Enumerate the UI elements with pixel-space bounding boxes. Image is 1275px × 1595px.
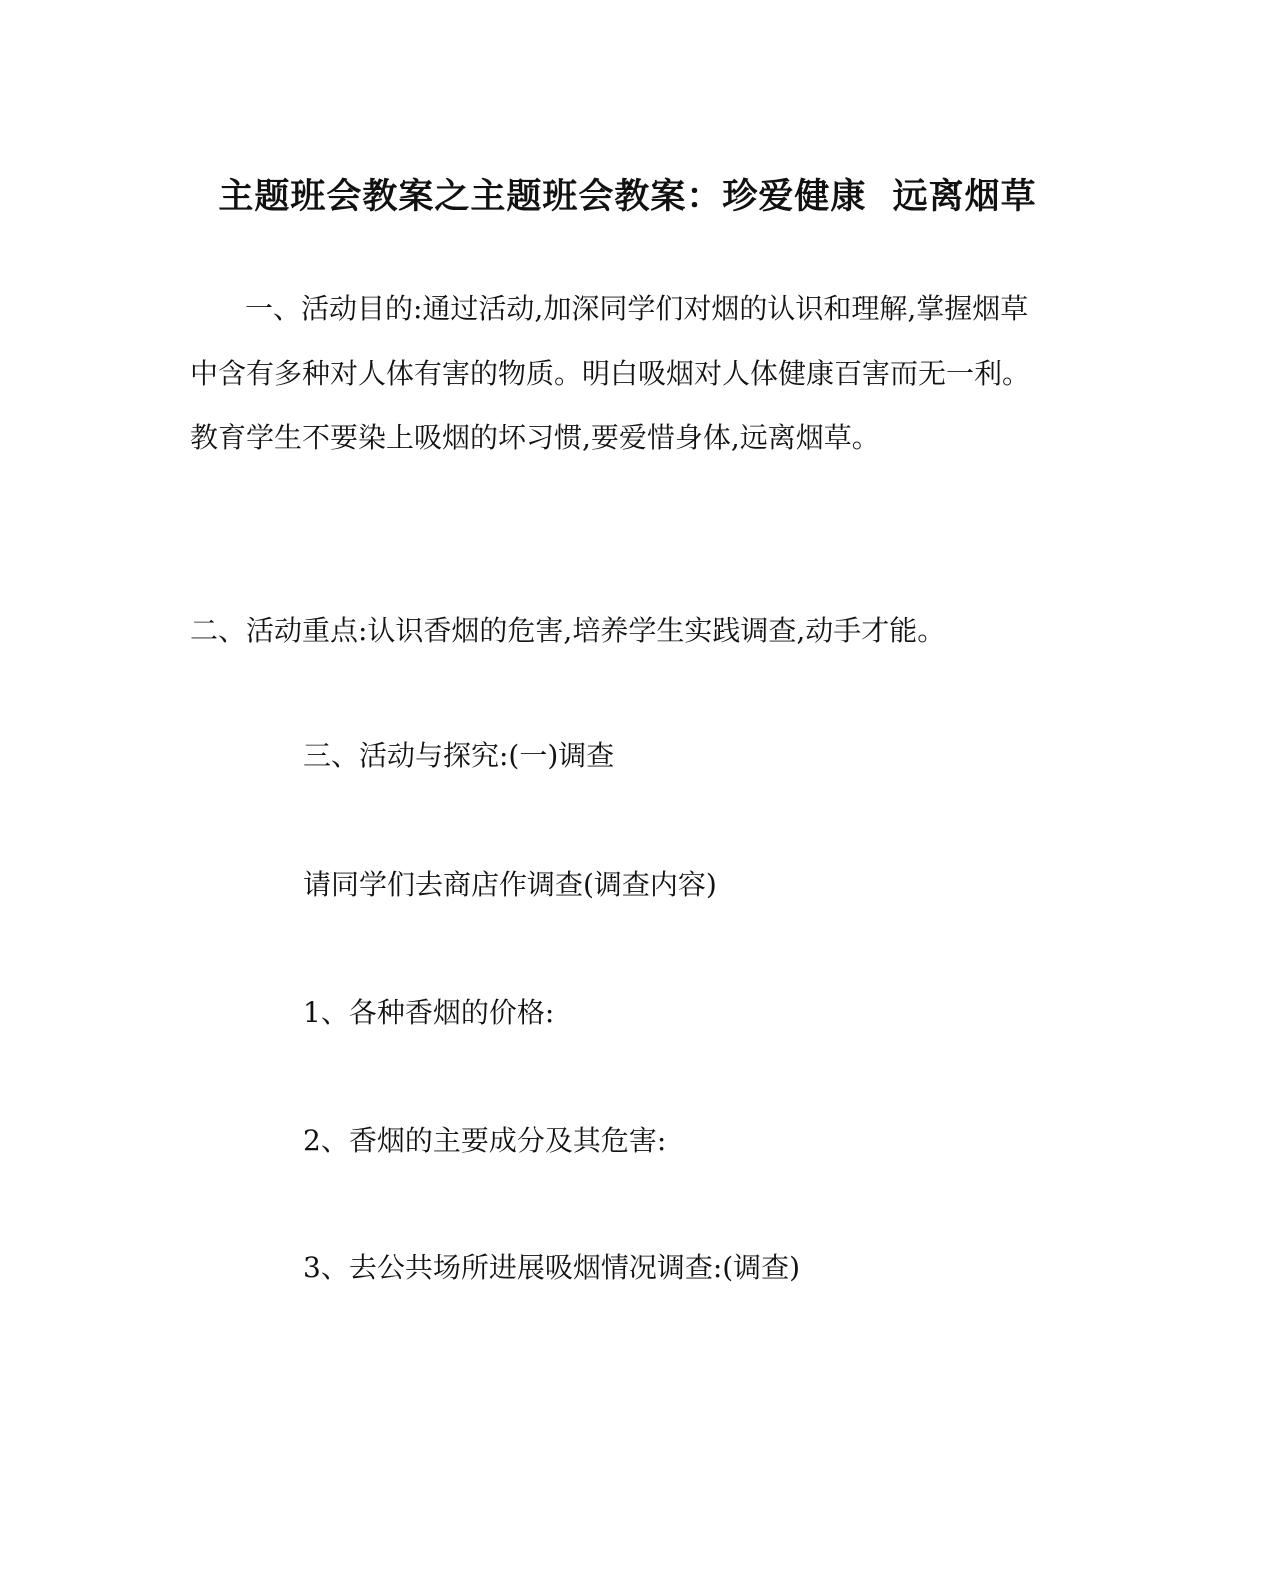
- section1-line2: 中含有多种对人体有害的物质。明白吸烟对人体健康百害而无一利。: [190, 357, 1031, 390]
- section2-paragraph: 二、活动重点:认识香烟的危害,培养学生实践调查,动手才能。: [190, 614, 946, 647]
- section1-line1: 一、活动目的:通过活动,加深同学们对烟的认识和理解,掌握烟草: [245, 292, 1029, 325]
- document-title: 主题班会教案之主题班会教案：珍爱健康 远离烟草: [218, 176, 1037, 217]
- section3-heading: 三、活动与探究:(一)调查: [303, 739, 615, 772]
- section1-line3: 教育学生不要染上吸烟的坏习惯,要爱惜身体,远离烟草。: [190, 421, 880, 454]
- survey-item-2: 2、香烟的主要成分及其危害:: [303, 1124, 667, 1157]
- survey-item-1: 1、各种香烟的价格:: [303, 996, 555, 1029]
- survey-intro: 请同学们去商店作调查(调查内容): [303, 868, 717, 901]
- survey-item-3: 3、去公共场所进展吸烟情况调查:(调查): [303, 1251, 801, 1284]
